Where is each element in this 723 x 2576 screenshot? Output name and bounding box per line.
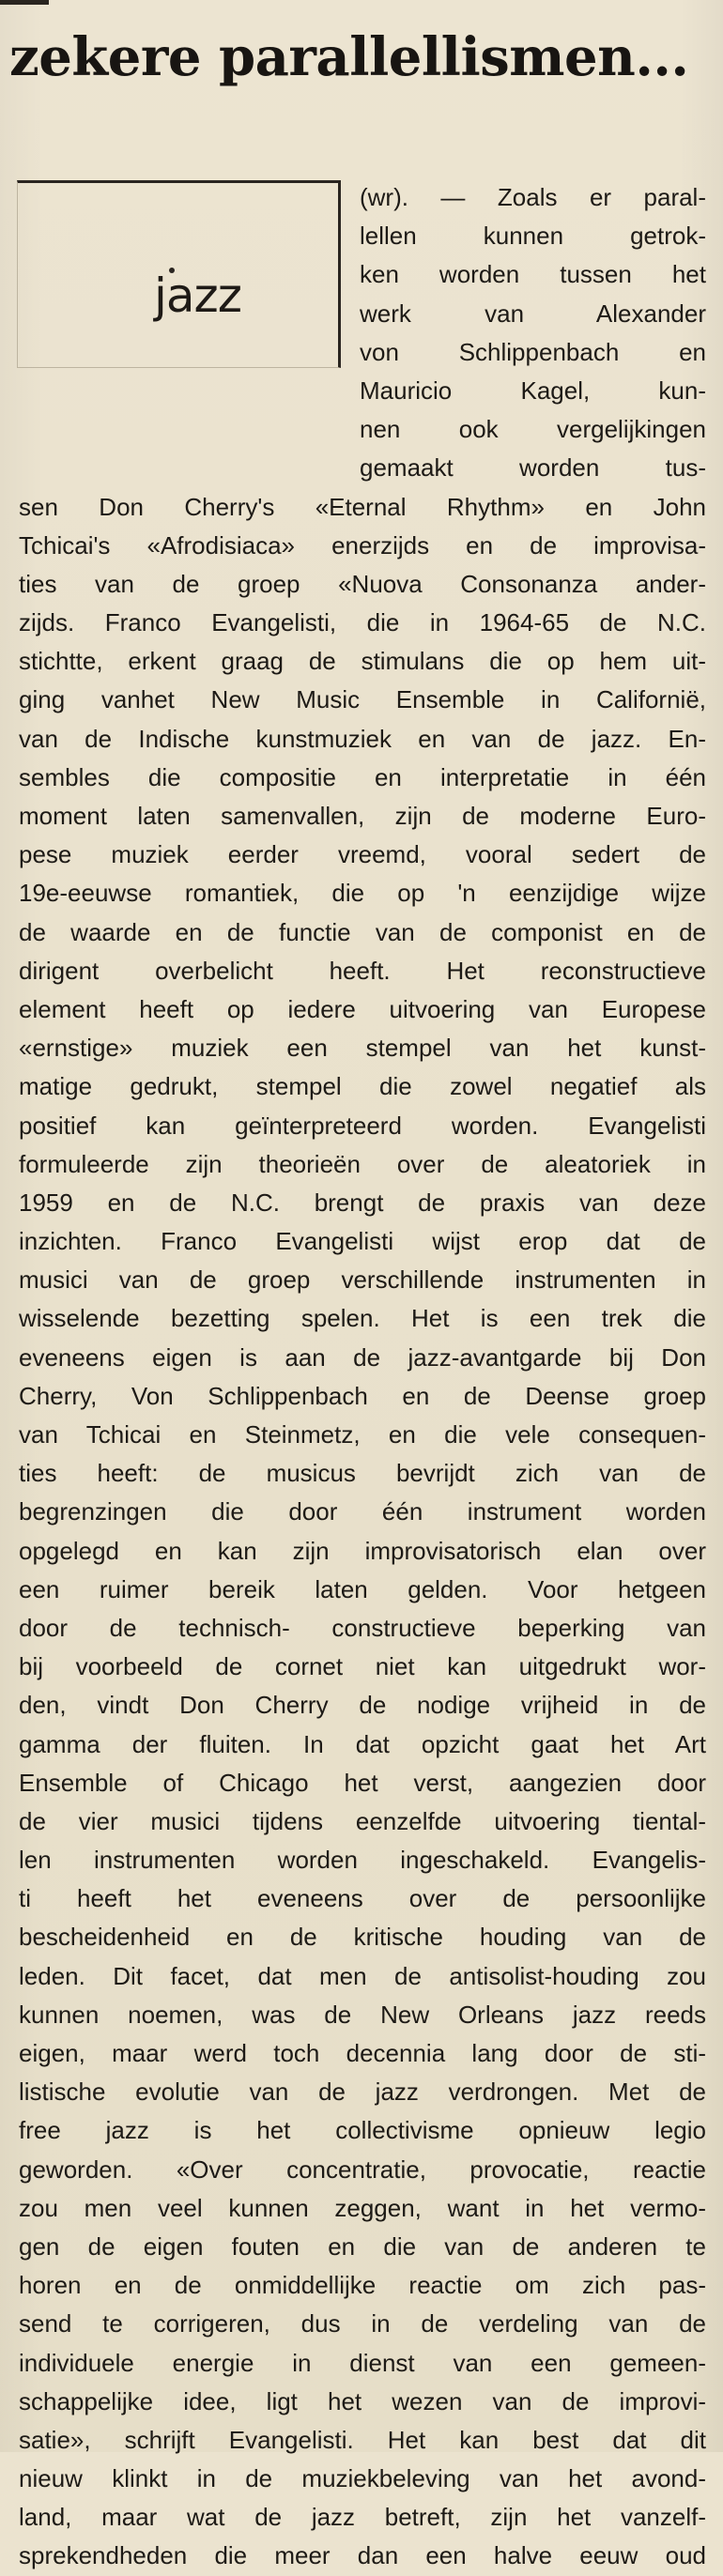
body-line: moment laten samenvallen, zijn de moderne Euro- — [19, 802, 706, 830]
body-line: opgelegd en kan zijn improvisatorisch elan over — [19, 1536, 706, 1565]
body-line: len instrumenten worden ingeschakeld. Evangelis- — [19, 1846, 706, 1875]
body-line: von Schlippenbach en — [360, 337, 706, 366]
body-line: stichtte, erkent graag de stimulans die op hem uit- — [19, 647, 706, 676]
body-line: sen Don Cherry's «Eternal Rhythm» en John — [19, 492, 706, 521]
body-line: Cherry, Von Schlippenbach en de Deense groep — [19, 1381, 706, 1410]
body-line: positief kan geïnterpreteerd worden. Evangelisti — [19, 1111, 706, 1140]
body-line: begrenzingen die door één instrument worden — [19, 1497, 706, 1526]
body-line: eveneens eigen is aan de jazz-avantgarde bij Don — [19, 1342, 706, 1372]
body-line: nen ook vergelijkingen — [360, 415, 706, 444]
body-line: kunnen noemen, was de New Orleans jazz reeds — [19, 2000, 706, 2029]
body-line: nieuw klinkt in de muziekbeleving van het avond- — [19, 2464, 706, 2493]
body-line: Ensemble of Chicago het verst, aangezien door — [19, 1768, 706, 1797]
body-line: eigen, maar werd toch decennia lang door de sti- — [19, 2039, 706, 2067]
body-line: musici van de groep verschillende instrumenten in — [19, 1265, 706, 1295]
body-line: ties van de groep «Nuova Consonanza ander- — [19, 569, 706, 598]
body-line: matige gedrukt, stempel die zowel negatief als — [19, 1072, 706, 1101]
body-line: satie», schrijft Evangelisti. Het kan best dat dit — [19, 2425, 706, 2454]
body-line: bescheidenheid en de kritische houding van de — [19, 1923, 706, 1952]
body-line: leden. Dit facet, dat men de antisolist-houding zou — [19, 1961, 706, 1990]
body-line: gen de eigen fouten en die van de anderen te — [19, 2231, 706, 2261]
body-line: land, maar wat de jazz betreft, zijn het vanzelf- — [19, 2503, 706, 2532]
body-line: wisselende bezetting spelen. Het is een trek die — [19, 1304, 706, 1333]
body-line: (wr). — Zoals er paral- — [360, 183, 706, 211]
body-line: 1959 en de N.C. brengt de praxis van deze — [19, 1188, 706, 1217]
body-line: gamma der fluiten. In dat opzicht gaat het Art — [19, 1729, 706, 1758]
body-line: dirigent overbelicht heeft. Het reconstructieve — [19, 956, 706, 985]
body-line: sprekendheden die meer dan een halve eeuw oud — [19, 2541, 706, 2570]
body-line: den, vindt Don Cherry de nodige vrijheid in de — [19, 1691, 706, 1720]
body-line: ties heeft: de musicus bevrijdt zich van de — [19, 1459, 706, 1488]
top-rule — [0, 0, 49, 5]
body-line: ken worden tussen het — [360, 260, 706, 289]
body-line: de waarde en de functie van de componist en de — [19, 917, 706, 946]
body-line: bij voorbeeld de cornet niet kan uitgedrukt wor- — [19, 1652, 706, 1681]
body-line: lellen kunnen getrok- — [360, 222, 706, 251]
body-line: listische evolutie van de jazz verdrongen. Met de — [19, 2078, 706, 2107]
body-line: van Tchicai en Steinmetz, en die vele consequen- — [19, 1420, 706, 1449]
body-line: horen en de onmiddellijke reactie om zich pas- — [19, 2271, 706, 2300]
body-line: pese muziek eerder vreemd, vooral sedert de — [19, 840, 706, 869]
body-line: send te corrigeren, dus in de verdeling van de — [19, 2309, 706, 2338]
body-line: Tchicai's «Afrodisiaca» enerzijds en de improvisa- — [19, 530, 706, 560]
body-line: 19e-eeuwse romantiek, die op 'n eenzijdige wijze — [19, 879, 706, 908]
body-line: ging vanhet New Music Ensemble in Californië, — [19, 685, 706, 714]
body-line: van de Indische kunstmuziek en van de jazz. En- — [19, 724, 706, 753]
body-line: sembles die compositie en interpretatie in één — [19, 762, 706, 791]
body-line: gemaakt worden tus- — [360, 453, 706, 483]
jazz-column-label: jazz — [154, 268, 242, 323]
body-line: Mauricio Kagel, kun- — [360, 376, 706, 405]
body-line: ti heeft het eveneens over de persoonlijke — [19, 1884, 706, 1913]
body-line: de vier musici tijdens eenzelfde uitvoering tiental- — [19, 1806, 706, 1835]
body-line: zou men veel kunnen zeggen, want in het vermo- — [19, 2193, 706, 2222]
body-line: «ernstige» muziek een stempel van het kunst- — [19, 1034, 706, 1063]
body-line: schappelijke idee, ligt het wezen van de improvi- — [19, 2386, 706, 2415]
body-line: een ruimer bereik laten gelden. Voor hetgeen — [19, 1574, 706, 1603]
body-line: individuele energie in dienst van een gemeen- — [19, 2348, 706, 2377]
body-line: door de technisch- constructieve beperking van — [19, 1613, 706, 1642]
body-line: werk van Alexander — [360, 299, 706, 328]
body-line: free jazz is het collectivisme opnieuw legio — [19, 2116, 706, 2145]
body-line: geworden. «Over concentratie, provocatie, reactie — [19, 2154, 706, 2184]
body-line: zijds. Franco Evangelisti, die in 1964-65 de N.C. — [19, 608, 706, 637]
headline: zekere parallellismen... — [9, 26, 689, 88]
body-line: inzichten. Franco Evangelisti wijst erop dat de — [19, 1227, 706, 1256]
body-line: formuleerde zijn theorieën over de aleatoriek in — [19, 1149, 706, 1178]
body-line: element heeft op iedere uitvoering van Europese — [19, 994, 706, 1023]
article-body — [19, 178, 706, 2576]
